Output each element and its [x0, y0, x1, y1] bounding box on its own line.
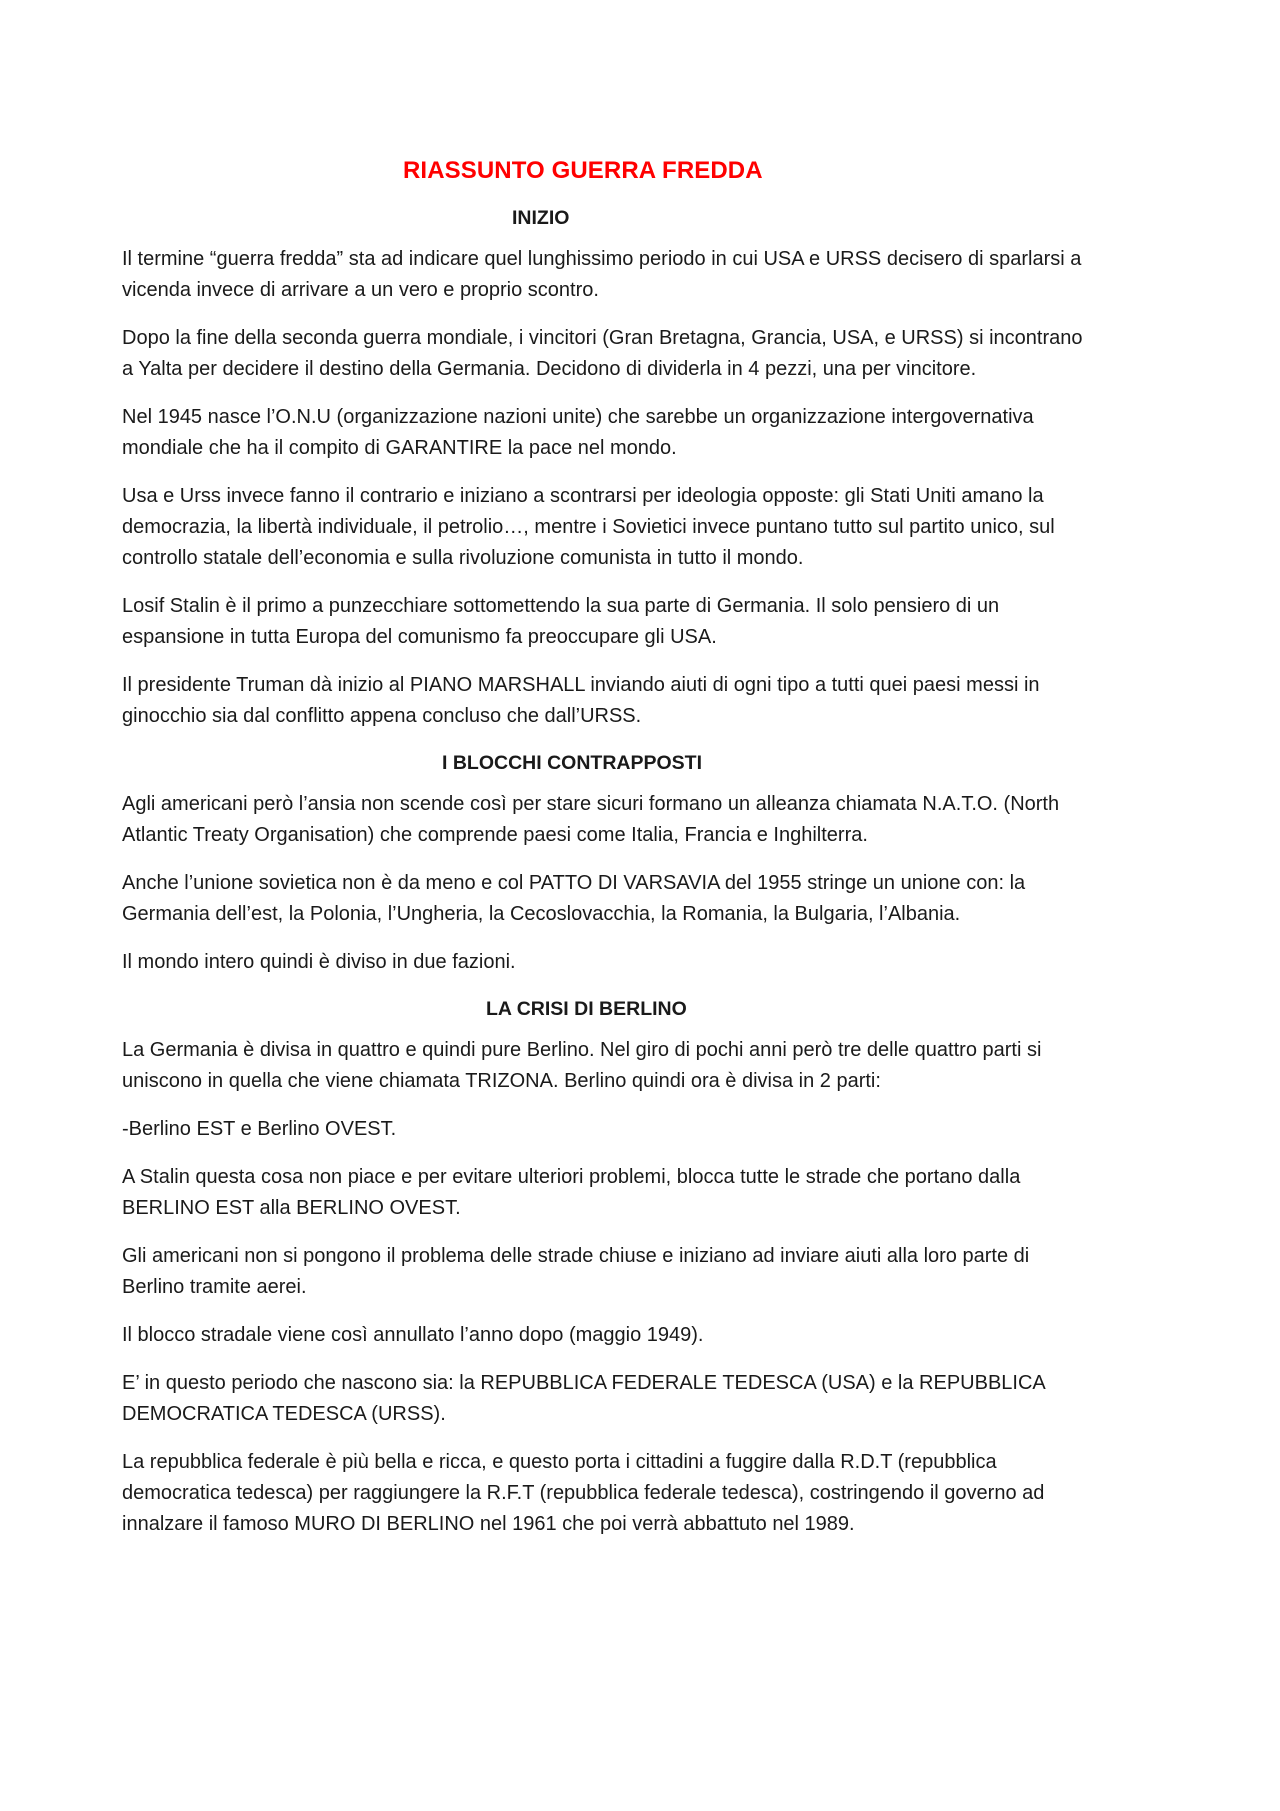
paragraph: Nel 1945 nasce l’O.N.U (organizzazione nazioni unite) che sarebbe un organizzazione intergovernativa mondiale che ha il compito di GARANTIRE la pace nel mondo. [122, 406, 1034, 459]
paragraph: Usa e Urss invece fanno il contrario e iniziano a scontrarsi per ideologia opposte: gli Stati Uniti amano la democrazia, la libertà individuale, il petrolio…, mentre i Sovietici invece puntano tutto sul partito unico, sul controllo statale dell’economia e sulla rivoluzione comunista in tutto il mondo. [122, 485, 1055, 569]
paragraph: Il mondo intero quindi è diviso in due fazioni. [122, 951, 516, 973]
paragraph: -Berlino EST e Berlino OVEST. [122, 1118, 397, 1140]
paragraph: Gli americani non si pongono il problema delle strade chiuse e iniziano ad inviare aiuti alla loro parte di Berlino tramite aerei. [122, 1245, 1030, 1298]
paragraph: La Germania è divisa in quattro e quindi pure Berlino. Nel giro di pochi anni però tre delle quattro parti si uniscono in quella che viene chiamata TRIZONA. Berlino quindi ora è divisa in 2 parti: [122, 1039, 1042, 1092]
paragraph: A Stalin questa cosa non piace e per evitare ulteriori problemi, blocca tutte le strade che portano dalla BERLINO EST alla BERLINO OVEST. [122, 1166, 1021, 1219]
paragraph: Dopo la fine della seconda guerra mondiale, i vincitori (Gran Bretagna, Grancia, USA, e URSS) si incontrano a Yalta per decidere il destino della Germania. Decidono di dividerla in 4 pezzi, una per vincitore. [122, 327, 1083, 380]
paragraph: Il presidente Truman dà inizio al PIANO MARSHALL inviando aiuti di ogni tipo a tutti quei paesi messi in ginocchio sia dal conflitto appena concluso che dall’URSS. [122, 674, 1040, 727]
paragraph: Agli americani però l’ansia non scende così per stare sicuri formano un alleanza chiamata N.A.T.O. (North Atlantic Treaty Organisation) che comprende paesi come Italia, Francia e Inghilterra. [122, 793, 1060, 846]
paragraph: La repubblica federale è più bella e ricca, e questo porta i cittadini a fuggire dalla R.D.T (repubblica democratica tedesca) per raggiungere la R.F.T (repubblica federale tedesca), costringendo il governo ad innalzare il famoso MURO DI BERLINO nel 1961 che poi verrà abbattuto nel 1989. [122, 1451, 1045, 1535]
document-title: RIASSUNTO GUERRA FREDDA [403, 157, 763, 184]
paragraph: Il blocco stradale viene così annullato l’anno dopo (maggio 1949). [122, 1324, 704, 1346]
paragraph: Anche l’unione sovietica non è da meno e col PATTO DI VARSAVIA del 1955 stringe un unione con: la Germania dell’est, la Polonia, l’Ungheria, la Cecoslovacchia, la Romania, la Bulgaria, l’Albania. [122, 872, 1026, 925]
document-body [122, 155, 1162, 1557]
paragraph: Losif Stalin è il primo a punzecchiare sottomettendo la sua parte di Germania. Il solo pensiero di un espansione in tutta Europa del comunismo fa preoccupare gli USA. [122, 595, 1000, 648]
section-heading-blocchi: I BLOCCHI CONTRAPPOSTI [442, 752, 703, 774]
section-heading-inizio: INIZIO [512, 207, 570, 229]
paragraph: Il termine “guerra fredda” sta ad indicare quel lunghissimo periodo in cui USA e URSS decisero di sparlarsi a vicenda invece di arrivare a un vero e proprio scontro. [122, 248, 1082, 301]
paragraph: E’ in questo periodo che nascono sia: la REPUBBLICA FEDERALE TEDESCA (USA) e la REPUBBLICA DEMOCRATICA TEDESCA (URSS). [122, 1372, 1046, 1425]
section-heading-berlino: LA CRISI DI BERLINO [486, 998, 687, 1020]
